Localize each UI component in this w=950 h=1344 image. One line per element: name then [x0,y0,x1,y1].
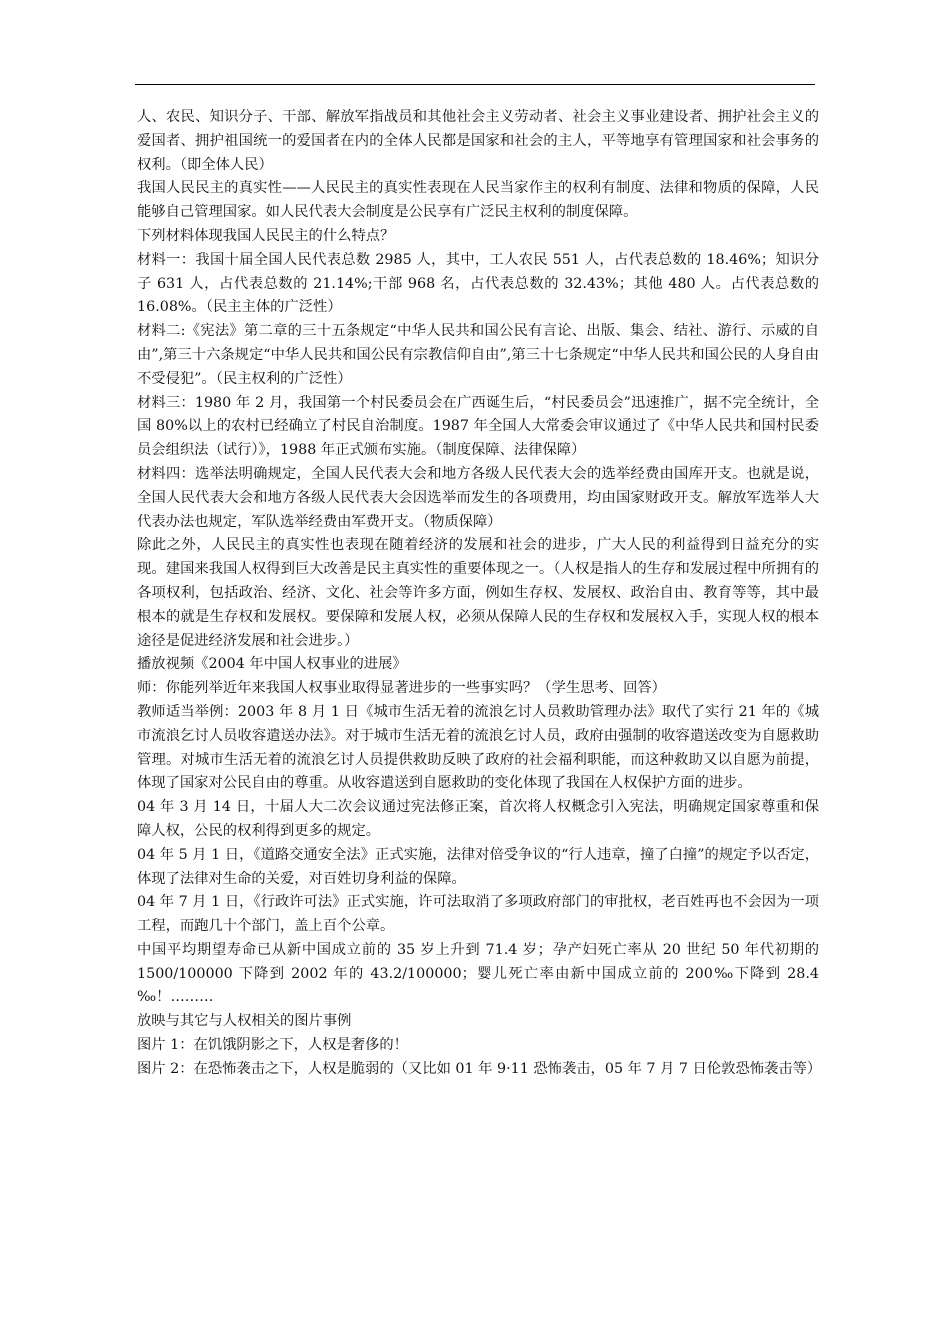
paragraph-12: 04 年 3 月 14 日，十届人大二次会议通过宪法修正案，首次将人权概念引入宪法，明确规定国家尊重和保障人权，公民的权利得到更多的规定。 [137,799,819,839]
paragraph-8: 除此之外，人民民主的真实性也表现在随着经济的发展和社会的进步，广大人民的利益得到日益充分的实现。建国来我国人权得到巨大改善是民主真实性的重要体现之一。（人权是指人的生存和发展过程中所拥有的各项权利，包括政治、经济、文化、社会等许多方面，例如生存权、发展权、政治自由、教育等等，其中最根本的就是生存权和发展权。要保障和发展人权，必须从保障人民的生存权和发展权入手，实现人权的根本途径是促进经济发展和社会进步。） [137,537,819,649]
paragraph-15: 中国平均期望寿命已从新中国成立前的 35 岁上升到 71.4 岁；孕产妇死亡率从 20 世纪 50 年代初期的 1500/100000 下降到 2002 年的 43.2/100000；婴儿死亡率由新中国成立前的 200‰下降到 28.4 ‰！……… [137,941,819,1006]
paragraph-5: 材料二:《宪法》第二章的三十五条规定“中华人民共和国公民有言论、出版、集会、结社、游行、示威的自由”,第三十六条规定“中华人民共和国公民有宗教信仰自由”,第三十七条规定“中华人民共和国公民的人身自由不受侵犯”。（民主权利的广泛性） [137,323,819,387]
paragraph-11: 教师适当举例：2003 年 8 月 1 日《城市生活无着的流浪乞讨人员救助管理办法》取代了实行 21 年的《城市流浪乞讨人员收容遣送办法》。对于城市生活无着的流浪乞讨人员，政府由强制的收容遣送改变为自愿救助管理。对城市生活无着的流浪乞讨人员提供救助反映了政府的社会福利职能，而这种救助又以自愿为前提，体现了国家对公民自由的尊重。从收容遣送到自愿救助的变化体现了我国在人权保护方面的进步。 [137,703,819,792]
paragraph-9: 播放视频《2004 年中国人权事业的进展》 [137,656,407,673]
paragraph-7: 材料四：选举法明确规定，全国人民代表大会和地方各级人民代表大会的选举经费由国库开支。也就是说，全国人民代表大会和地方各级人民代表大会因选举而发生的各项费用，均由国家财政开支。解放军选举人大代表办法也规定，军队选举经费由军费开支。（物质保障） [137,465,819,530]
paragraph-6: 材料三：1980 年 2 月，我国第一个村民委员会在广西诞生后，“村民委员会”迅速推广，据不完全统计，全国 80%以上的农村已经确立了村民自治制度。1987 年全国人大常委会审议通过了《中华人民共和国村民委员会组织法（试行）》，1988 年正式颁布实施。（制度保障、法律保障） [137,394,819,459]
paragraph-4: 材料一：我国十届全国人民代表总数 2985 人，其中，工人农民 551 人，占代表总数的 18.46%；知识分子 631 人，占代表总数的 21.14%;干部 968 名，占代表总数的 32.43%；其他 480 人。占代表总数的 16.08%。（民主主体的广泛性） [137,251,819,316]
paragraph-16: 放映与其它与人权相关的图片事例 [137,1013,352,1030]
paragraph-1: 人、农民、知识分子、干部、解放军指战员和其他社会主义劳动者、社会主义事业建设者、拥护社会主义的爱国者、拥护祖国统一的爱国者在内的全体人民都是国家和社会的主人，平等地享有管理国家和社会事务的权利。（即全体人民） [137,109,819,173]
paragraph-3: 下列材料体现我国人民民主的什么特点？ [137,227,395,244]
header-rule [135,84,815,85]
paragraph-13: 04 年 5 月 1 日，《道路交通安全法》正式实施，法律对倍受争议的“行人违章，撞了白撞”的规定予以否定，体现了法律对生命的关爱，对百姓切身利益的保障。 [137,846,819,887]
document-body [137,106,822,1082]
paragraph-17: 图片 1：在饥饿阴影之下，人权是奢侈的！ [137,1037,408,1054]
paragraph-14: 04 年 7 月 1 日，《行政许可法》正式实施，许可法取消了多项政府部门的审批权，老百姓再也不会因为一项工程，而跑几十个部门，盖上百个公章。 [137,894,819,935]
paragraph-18: 图片 2：在恐怖袭击之下，人权是脆弱的（又比如 01 年 9·11 恐怖袭击，05 年 7 月 7 日伦敦恐怖袭击等） [137,1060,822,1077]
paragraph-2: 我国人民民主的真实性——人民民主的真实性表现在人民当家作主的权利有制度、法律和物质的保障，人民能够自己管理国家。如人民代表大会制度是公民享有广泛民主权利的制度保障。 [137,180,819,221]
paragraph-10: 师：你能列举近年来我国人权事业取得显著进步的一些事实吗？（学生思考、回答） [137,680,666,697]
